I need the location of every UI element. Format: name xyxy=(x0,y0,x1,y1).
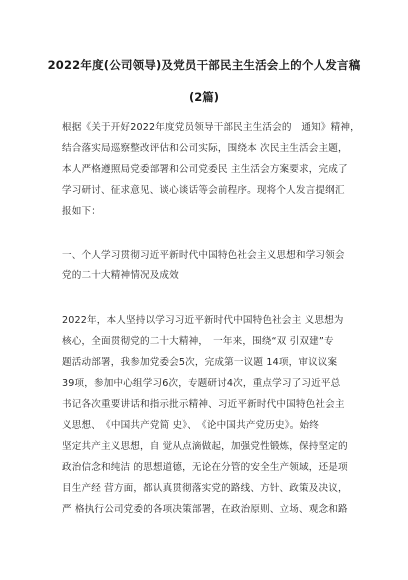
intro-line: 学习研讨、征求意见、谈心谈话等会前程序。现将个人发言提纲汇 xyxy=(62,185,345,196)
body-line: 政治信念和纯洁 的思想道德，无论在分管的安全生产领域，还是项 xyxy=(62,462,348,473)
intro-line: 报如下： xyxy=(62,206,101,217)
body-line: 书记各次重要讲话和指示批示精神、习近平新时代中国特色社会主 xyxy=(62,399,345,410)
body-line: 义思想、 《中国共产党简 史》、 《论中国共产党历史》。始终 xyxy=(62,420,319,431)
section-heading: 党的二十大精神情况及成效 xyxy=(62,270,179,281)
body-line: 坚定共产主义思想，自 觉从点滴做起，加强党性锻炼，保持坚定的 xyxy=(62,441,348,452)
body-line: 2022年，本人坚持以学习习近平新时代中国特色社会主 义思想为 xyxy=(62,315,344,326)
body-line: 目生产经 营方面，都认真贯彻落实党的路线、方针、政策及决议， xyxy=(62,483,348,494)
body-line: 核心，全面贯彻党的二十大精神， 一年来，围绕“双 引双建”专 xyxy=(62,336,334,347)
document-subtitle: (2篇) xyxy=(188,90,219,104)
document-title: 2022年度(公司领导)及党员干部民主生活会上的个人发言稿 xyxy=(47,58,361,72)
body-line: 题活动部署，我参加党委会5次，完成第一议题 14项，审议议案 xyxy=(62,357,338,368)
intro-line: 根据《关于开好2022年度党员领导干部民主生活会的 通知》精神， xyxy=(62,122,360,133)
intro-line: 结合落实局巡察整改评估和公司实际，围绕本 次民主生活会主题， xyxy=(62,143,348,154)
intro-line: 本人严格遵照局党委部署和公司党委民 主生活会方案要求，完成了 xyxy=(62,164,348,175)
section-heading: 一、个人学习贯彻习近平新时代中国特色社会主义思想和学习领会 xyxy=(62,250,345,261)
body-line: 严 格执行公司党委的各项决策部署，在政治原则、立场、观念和路 xyxy=(62,504,348,515)
body-line: 39项，参加中心组学习6次，专题研讨4次，重点学习了习近平总 xyxy=(62,378,341,389)
